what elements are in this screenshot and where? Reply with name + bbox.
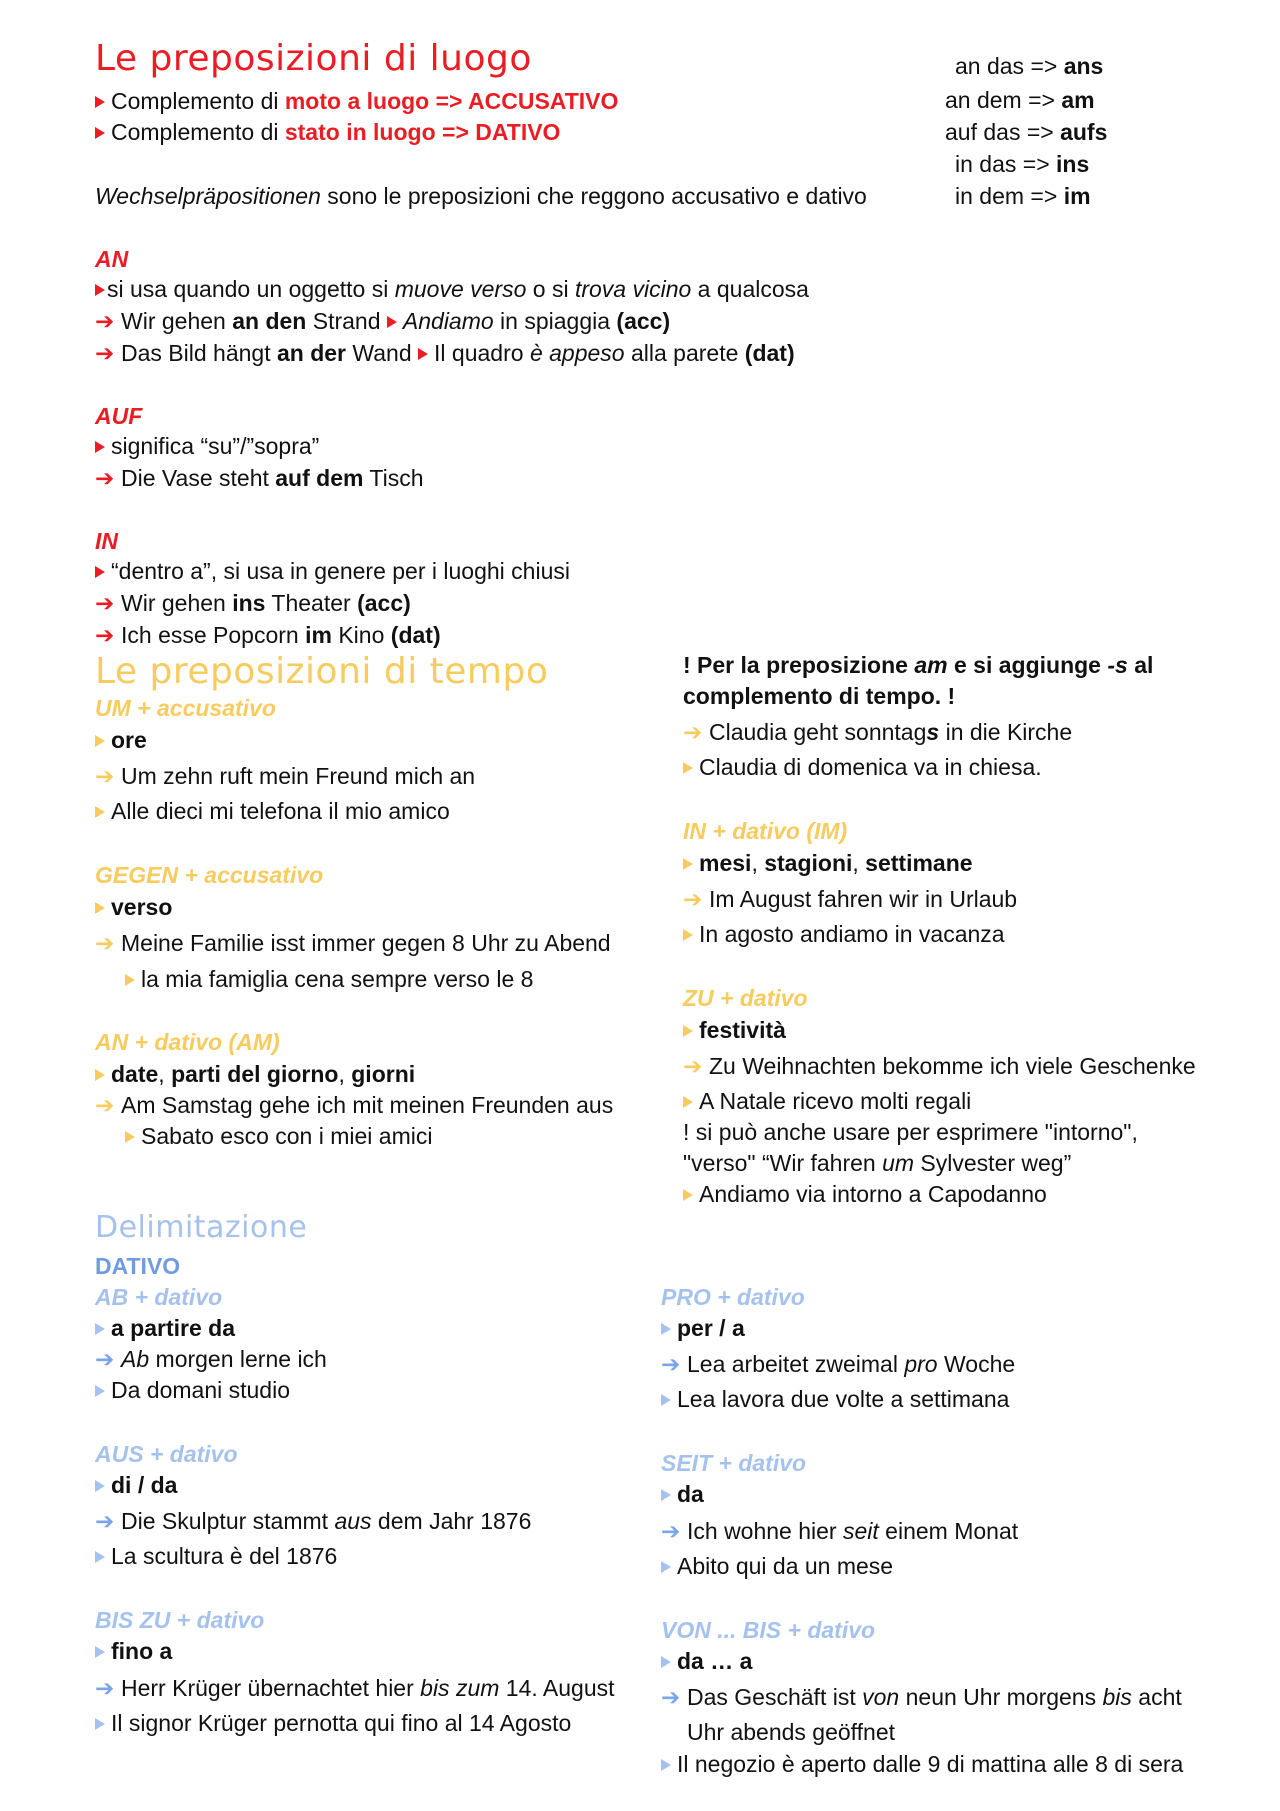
arrow-right-icon: ➔ xyxy=(95,1092,115,1118)
zu-example-it: A Natale ricevo molti regali xyxy=(683,1087,971,1116)
biszu-example-de: ➔ Herr Krüger übernachtet hier bis zum 14. August xyxy=(95,1675,615,1701)
zu-meaning: festività xyxy=(683,1016,786,1045)
zu-note-line1: ! si può anche usare per esprimere "intorno", xyxy=(683,1119,1138,1145)
triangle-icon xyxy=(661,1561,671,1573)
contraction-im: in dem => im xyxy=(955,183,1091,209)
pro-example-it: Lea lavora due volte a settimana xyxy=(661,1385,1009,1414)
delimitazione-title: Delimitazione xyxy=(95,1210,308,1245)
an-example-1: ➔ Wir gehen an den Strand Andiamo in spiaggia (acc) xyxy=(95,308,671,334)
triangle-icon xyxy=(95,1551,105,1563)
gegen-example-it: la mia famiglia cena sempre verso le 8 xyxy=(125,965,533,994)
vonbis-example-it: Il negozio è aperto dalle 9 di mattina alle 8 di sera xyxy=(661,1750,1183,1779)
triangle-icon xyxy=(387,316,397,328)
triangle-icon xyxy=(95,806,105,818)
an-time-heading: AN + dativo (AM) xyxy=(95,1029,280,1055)
aus-example-it: La scultura è del 1876 xyxy=(95,1542,337,1571)
triangle-icon xyxy=(661,1489,671,1501)
in-time-example-de: ➔ Im August fahren wir in Urlaub xyxy=(683,886,1018,912)
ab-heading: AB + dativo xyxy=(95,1284,223,1310)
vonbis-example-de: ➔ Das Geschäft ist von neun Uhr morgens bis acht xyxy=(661,1684,1182,1710)
triangle-icon xyxy=(683,1096,693,1108)
in-heading: IN xyxy=(95,528,118,554)
luogo-bullet-moto: Complemento di moto a luogo => ACCUSATIVO xyxy=(95,87,618,116)
triangle-icon xyxy=(683,858,693,870)
arrow-right-icon: ➔ xyxy=(661,1684,681,1710)
arrow-right-icon: ➔ xyxy=(661,1351,681,1377)
arrow-right-icon: ➔ xyxy=(95,1675,115,1701)
triangle-icon xyxy=(95,1323,105,1335)
ab-example-it: Da domani studio xyxy=(95,1376,290,1405)
triangle-icon xyxy=(683,762,693,774)
aus-example-de: ➔ Die Skulptur stammt aus dem Jahr 1876 xyxy=(95,1508,532,1534)
triangle-icon xyxy=(95,284,105,296)
auf-heading: AUF xyxy=(95,403,143,429)
seit-example-de: ➔ Ich wohne hier seit einem Monat xyxy=(661,1518,1019,1544)
an-time-example-de: ➔ Am Samstag gehe ich mit meinen Freunden aus xyxy=(95,1092,614,1118)
um-heading: UM + accusativo xyxy=(95,695,276,721)
auf-description: significa “su”/”sopra” xyxy=(95,432,319,461)
arrow-right-icon: ➔ xyxy=(95,763,115,789)
ab-example-de: ➔ Ab morgen lerne ich xyxy=(95,1346,327,1372)
seit-heading: SEIT + dativo xyxy=(661,1450,807,1476)
in-example-1: ➔ Wir gehen ins Theater (acc) xyxy=(95,590,411,616)
triangle-icon xyxy=(125,1131,135,1143)
contraction-am: an dem => am xyxy=(945,87,1095,113)
aus-heading: AUS + dativo xyxy=(95,1441,238,1467)
arrow-right-icon: ➔ xyxy=(95,465,115,491)
triangle-icon xyxy=(95,441,105,453)
arrow-right-icon: ➔ xyxy=(95,340,115,366)
vonbis-meaning: da … a xyxy=(661,1647,752,1676)
am-note-example-it: Claudia di domenica va in chiesa. xyxy=(683,753,1042,782)
triangle-icon xyxy=(683,1189,693,1201)
seit-example-it: Abito qui da un mese xyxy=(661,1552,893,1581)
ab-meaning: a partire da xyxy=(95,1314,235,1343)
an-time-meaning: date, parti del giorno, giorni xyxy=(95,1060,415,1089)
in-example-2: ➔ Ich esse Popcorn im Kino (dat) xyxy=(95,622,441,648)
seit-meaning: da xyxy=(661,1480,704,1509)
contraction-ans: an das => ans xyxy=(955,53,1104,79)
triangle-icon xyxy=(661,1656,671,1668)
triangle-icon xyxy=(95,1069,105,1081)
arrow-right-icon: ➔ xyxy=(95,308,115,334)
arrow-right-icon: ➔ xyxy=(95,622,115,648)
am-note-line2: complemento di tempo. ! xyxy=(683,683,956,709)
triangle-icon xyxy=(95,1480,105,1492)
triangle-icon xyxy=(661,1323,671,1335)
um-example-de: ➔ Um zehn ruft mein Freund mich an xyxy=(95,763,476,789)
in-time-heading: IN + dativo (IM) xyxy=(683,818,848,844)
zu-note-line3: Andiamo via intorno a Capodanno xyxy=(683,1180,1047,1209)
triangle-icon xyxy=(95,566,105,578)
luogo-title: Le preposizioni di luogo xyxy=(95,38,532,79)
arrow-right-icon: ➔ xyxy=(95,1508,115,1534)
gegen-example-de: ➔ Meine Familie isst immer gegen 8 Uhr zu Abend xyxy=(95,930,611,956)
arrow-right-icon: ➔ xyxy=(95,930,115,956)
arrow-right-icon: ➔ xyxy=(683,1053,703,1079)
zu-example-de: ➔ Zu Weihnachten bekomme ich viele Geschenke xyxy=(683,1053,1196,1079)
gegen-heading: GEGEN + accusativo xyxy=(95,862,324,888)
contraction-ins: in das => ins xyxy=(955,151,1090,177)
vonbis-example-de-line2: Uhr abends geöffnet xyxy=(687,1719,896,1745)
am-note-line1: ! Per la preposizione am e si aggiunge -s al xyxy=(683,652,1154,678)
an-example-2: ➔ Das Bild hängt an der Wand Il quadro è appeso alla parete (dat) xyxy=(95,340,795,366)
triangle-icon xyxy=(95,127,105,139)
tempo-title: Le preposizioni di tempo xyxy=(95,651,549,692)
arrow-right-icon: ➔ xyxy=(683,886,703,912)
triangle-icon xyxy=(683,1025,693,1037)
in-time-example-it: In agosto andiamo in vacanza xyxy=(683,920,1005,949)
triangle-icon xyxy=(95,96,105,108)
pro-example-de: ➔ Lea arbeitet zweimal pro Woche xyxy=(661,1351,1016,1377)
arrow-right-icon: ➔ xyxy=(683,719,703,745)
biszu-heading: BIS ZU + dativo xyxy=(95,1607,265,1633)
biszu-example-it: Il signor Krüger pernotta qui fino al 14 Agosto xyxy=(95,1709,571,1738)
um-meaning: ore xyxy=(95,726,147,755)
arrow-right-icon: ➔ xyxy=(661,1518,681,1544)
zu-note-line2: "verso" “Wir fahren um Sylvester weg” xyxy=(683,1150,1072,1176)
luogo-bullet-stato: Complemento di stato in luogo => DATIVO xyxy=(95,118,560,147)
triangle-icon xyxy=(95,1718,105,1730)
pro-meaning: per / a xyxy=(661,1314,745,1343)
triangle-icon xyxy=(683,929,693,941)
zu-heading: ZU + dativo xyxy=(683,985,808,1011)
contraction-aufs: auf das => aufs xyxy=(945,119,1108,145)
um-example-it: Alle dieci mi telefona il mio amico xyxy=(95,797,450,826)
pro-heading: PRO + dativo xyxy=(661,1284,805,1310)
aus-meaning: di / da xyxy=(95,1471,177,1500)
an-description: si usa quando un oggetto si muove verso o si trova vicino a qualcosa xyxy=(95,275,809,304)
triangle-icon xyxy=(95,1646,105,1658)
vonbis-heading: VON ... BIS + dativo xyxy=(661,1617,876,1643)
in-time-meaning: mesi, stagioni, settimane xyxy=(683,849,973,878)
triangle-icon xyxy=(95,1385,105,1397)
arrow-right-icon: ➔ xyxy=(95,590,115,616)
wechsel-definition: Wechselpräpositionen sono le preposizioni che reggono accusativo e dativo xyxy=(95,183,867,209)
auf-example-1: ➔ Die Vase steht auf dem Tisch xyxy=(95,465,424,491)
in-description: “dentro a”, si usa in genere per i luoghi chiusi xyxy=(95,557,570,586)
arrow-right-icon: ➔ xyxy=(95,1346,115,1372)
triangle-icon xyxy=(661,1759,671,1771)
triangle-icon xyxy=(661,1394,671,1406)
dativo-label: DATIVO xyxy=(95,1253,181,1279)
triangle-icon xyxy=(95,735,105,747)
gegen-meaning: verso xyxy=(95,893,172,922)
an-heading: AN xyxy=(95,246,129,272)
an-time-example-it: Sabato esco con i miei amici xyxy=(125,1122,432,1151)
triangle-icon xyxy=(418,348,428,360)
biszu-meaning: fino a xyxy=(95,1637,172,1666)
triangle-icon xyxy=(95,902,105,914)
triangle-icon xyxy=(125,974,135,986)
am-note-example-de: ➔ Claudia geht sonntags in die Kirche xyxy=(683,719,1073,745)
